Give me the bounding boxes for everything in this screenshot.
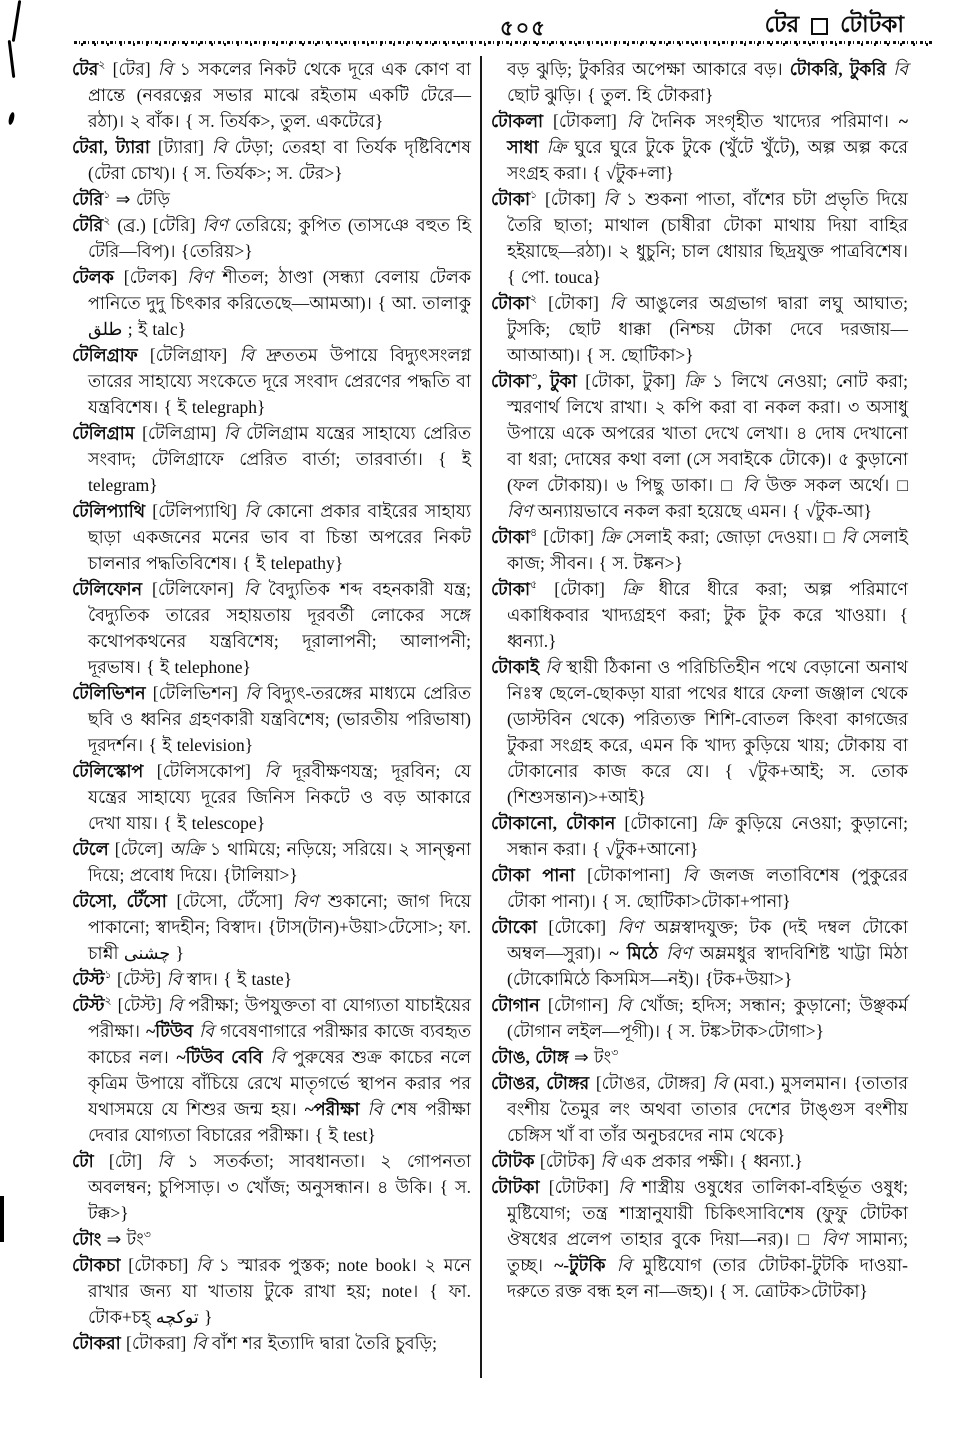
entry-text: ⇒ টং: [568, 1047, 612, 1067]
pos-label: অক্রি: [169, 839, 204, 859]
headword: টেলক: [72, 267, 114, 287]
entry-text: ⇒ টং: [101, 1229, 144, 1249]
pos-label: ক্রি: [600, 527, 620, 547]
english-etymon: television: [176, 735, 245, 755]
dictionary-entry: [72, 1252, 471, 1330]
header-rule: [74, 41, 934, 46]
entry-text: [টেস্ট]: [111, 995, 168, 1015]
entry-text: (ব্র.) [টেরি]: [110, 215, 203, 235]
entry-text: }: [256, 813, 266, 833]
dictionary-entry: [491, 1070, 908, 1148]
english-etymon: telegram: [88, 475, 150, 495]
entry-text: ১ স্মারক পুস্তক;: [210, 1255, 338, 1275]
pos-label: বি: [270, 1047, 286, 1067]
headword: টোকচা: [72, 1255, 121, 1275]
headword: টোকা: [491, 579, 531, 599]
pos-label: বি: [196, 1255, 211, 1275]
dictionary-entry: [72, 576, 471, 680]
entry-text: [টোঙর, টোঙ্গর]: [589, 1073, 713, 1093]
headword: টোগান: [491, 995, 540, 1015]
dictionary-entry: [491, 810, 908, 862]
headword: টোকো: [491, 917, 538, 937]
english-etymon: telephone: [174, 657, 243, 677]
headword: টোকা: [491, 371, 531, 391]
dictionary-entry: [72, 680, 471, 758]
pos-label: ক্রি: [546, 137, 567, 157]
dictionary-entry: [491, 1044, 908, 1070]
headword: টো: [72, 1151, 94, 1171]
entry-text: [টোকাপানা]: [574, 865, 683, 885]
headword: টেলিফোন: [72, 579, 143, 599]
pos-label: বি: [211, 137, 227, 157]
entry-text: বৈদ্যুতিক শব্দ বহনকারী যন্ত্র; বৈদ্যুতিক তারের সহায়তায় দূরবর্তী লোকের সঙ্গে কথোপকথনের যন্ত্রবিশেষ; দূরালাপনী; আলাপনী; দূরভাষ। { ই: [88, 579, 471, 677]
pos-label: বি: [367, 1099, 383, 1119]
entry-text: ছোট ঝুড়ি। { তুল. হি টোকরা}: [507, 85, 714, 105]
sub-headword: টোকরি, টুকরি: [789, 59, 887, 79]
entry-text: টেলিগ্রাম যন্ত্রের সাহায্যে প্রেরিত সংবাদ; টেলিগ্রাফে প্রেরিত বার্তা; তারবার্তা। { ই: [88, 423, 471, 469]
entry-text: [টেলিগ্রাফ]: [137, 345, 240, 365]
entry-text: [টোকলা]: [543, 111, 627, 131]
entry-text: }: [244, 735, 254, 755]
entry-text: বিদ্যুৎ-তরঙ্গের মাধ্যমে প্রেরিত ছবি ও ধ্বনির গ্রহণকারী যন্ত্রবিশেষ; (ভারতীয় পরিভাষা) দূরদর্শন। { ই: [88, 683, 471, 755]
headword: টোকরা: [72, 1333, 121, 1353]
entry-text: [টেলে]: [108, 839, 170, 859]
guide-words: [765, 6, 904, 45]
entry-text: }: [283, 969, 293, 989]
entry-text: }: [242, 657, 251, 677]
pos-label: বি: [157, 59, 173, 79]
entry-text: [টোকা, টুকা]: [576, 371, 684, 391]
sub-headword: ~টিউব: [146, 1021, 200, 1041]
dictionary-entry: [72, 264, 471, 342]
english-etymon: talc: [152, 319, 178, 339]
pos-label: বি: [626, 111, 642, 131]
pos-label: বিণ: [187, 267, 213, 287]
headword: টোটক: [491, 1151, 535, 1171]
scan-artifact-stroke: [12, 0, 22, 42]
sub-headword: ~ মিঠে: [609, 943, 667, 963]
entry-text: স্থায়ী ঠিকানা ও পরিচিতিহীন পথে বেড়ানো অনাথ নিঃস্ব ছেলে-ছোকড়া যারা পথের ধারে ফেলা জঞ্জাল থেকে (ডাস্টবিন থেকে) পরিত্যক্ত শিশি-বোতল কিংবা কাগজের টুকরা সংগ্রহ করে, এমন কি খাদ্য কুড়িয়ে খায়; টোকায় বা টোকানোর কাজ করে যে। { √টুক+আই; স. তোক (শিশুসন্তান)>+আই}: [507, 657, 908, 807]
entry-text: [টেলিপ্যাথি]: [145, 501, 245, 521]
pos-label: বিণ: [292, 891, 319, 911]
entry-text: }: [177, 319, 187, 339]
entry-text: কুড়িয়ে নেওয়া; কুড়ানো; সন্ধান করা। { √টুক+আনো}: [507, 813, 908, 859]
separator-box-icon: [811, 18, 828, 35]
dictionary-entry: [72, 836, 471, 888]
pos-label: বি: [616, 1255, 632, 1275]
sense-number: ৫: [530, 579, 538, 592]
english-etymon: telepathy: [270, 553, 335, 573]
entry-text: [টোকা]: [537, 527, 601, 547]
entry-text: সেলাই করা; জোড়া দেওয়া। □: [619, 527, 842, 547]
entry-text: [টেলিগ্রাম]: [134, 423, 224, 443]
headword: টেরি: [72, 215, 104, 235]
entry-text: ঘুরে ঘুরে টুকে টুকে (খুঁটে খুঁটে), অল্প অল্প করে সংগ্রহ করা। { √টুক+লা}: [507, 137, 908, 183]
pos-label: বিণ: [666, 943, 692, 963]
english-etymon: touca: [554, 267, 593, 287]
headword: টেলে: [72, 839, 109, 859]
sense-number: ১: [103, 189, 111, 202]
entry-text: ⇒ টেড়ি: [110, 189, 170, 209]
english-etymon: test: [343, 1125, 368, 1145]
dictionary-entry: [491, 576, 908, 654]
entry-text: [টোটক]: [534, 1151, 601, 1171]
pos-label: বি: [742, 475, 758, 495]
sense-number: ২: [103, 215, 111, 228]
entry-text: ধীরে ধীরে করা; অল্প পরিমাণে একাধিকবার খাদ্যগ্রহণ করা; টুক টুক করে খাওয়া। { ধ্বন্যা.}: [507, 579, 908, 651]
sense-number: ১: [104, 969, 112, 982]
pos-label: বি: [243, 579, 259, 599]
guide-word-left: টের: [764, 12, 800, 37]
dictionary-entry: [491, 56, 908, 108]
sub-headword: ~-টুটকি: [554, 1255, 617, 1275]
dictionary-entry: [491, 368, 908, 524]
dictionary-entry: [72, 1226, 471, 1252]
entry-text: সামান্য; তুচ্ছ।: [507, 1229, 909, 1275]
dictionary-entry: [72, 212, 471, 264]
pos-label: ক্রি: [706, 813, 727, 833]
scan-artifact-edge-mark: [0, 1196, 4, 1242]
headword: টোঙ, টোঙ্গ: [491, 1047, 569, 1067]
entry-text: টেড়া; তেরহা বা তির্যক দৃষ্টিবিশেষ (টেরা চোখ)। { স. তির্যক>; স. টের>}: [88, 137, 471, 183]
dictionary-entry: [72, 888, 471, 966]
dictionary-entry: [491, 290, 908, 368]
sense-number: ৪: [530, 527, 538, 540]
headword: টেলিগ্রাম: [72, 423, 135, 443]
sub-headword: ~পরীক্ষা: [304, 1099, 368, 1119]
pos-label: বি: [841, 527, 857, 547]
entry-text: [টোটকা]: [539, 1177, 619, 1197]
pos-label: বি: [264, 761, 280, 781]
entry-text: }: [367, 1125, 376, 1145]
headword: টের: [72, 59, 99, 79]
guide-word-right: টোটকা: [840, 12, 904, 37]
pos-label: বি: [712, 1073, 728, 1093]
entry-text: [টোকানো]: [615, 813, 707, 833]
dictionary-entry: [72, 498, 471, 576]
entry-text: শেষ পরীক্ষা দেবার যোগ্যতা বিচারের পরীক্ষা। { ই: [88, 1099, 471, 1145]
pos-label: বিণ: [821, 1229, 848, 1249]
entry-text: কোনো প্রকার বাইরের সাহায্য ছাড়া একজনের মনের ভাব বা চিন্তা অপরের নিকট চালনার পদ্ধতিবিশেষ। { ই: [88, 501, 471, 573]
dictionary-entry: [491, 524, 908, 576]
sense-number: ২: [104, 995, 112, 1008]
entry-text: শুকানো; জাগ দিয়ে পাকানো; স্বাদহীন; বিস্বাদ। {টাস(টান)+উয়া>টেসো>; ফা. চাশ্নী چشنی }: [88, 891, 471, 963]
entry-text: [টেস্ট]: [111, 969, 167, 989]
entry-text: বাঁশ শর ইত্যাদি দ্বারা তৈরি চুবড়ি;: [206, 1333, 438, 1353]
entry-text: ১ সতর্কতা; সাবধানতা। ২ গোপনতা অবলম্বন; চুপিসাড়। ৩ খোঁজ; অনুসন্ধান। ৪ উকি। { স. টক্ক>}: [88, 1151, 472, 1223]
page-number: ৫০৫: [500, 16, 547, 40]
headword: টেরা, ট্যারা: [72, 137, 150, 157]
sub-headword: ~ সাধা: [507, 111, 908, 157]
dictionary-entry: [72, 992, 471, 1148]
pos-label: বি: [157, 1151, 173, 1171]
entry-text: দ্রুততম উপায়ে বিদ্যুৎসংলগ্ন তারের সাহায্যে সংকেতে দূরে সংবাদ প্রেরণের পদ্ধতি বা যন্ত্রবিশেষ। { ই: [88, 345, 471, 417]
dictionary-entry: [491, 992, 908, 1044]
entry-text: আঙুলের অগ্রভাগ দ্বারা লঘু আঘাত; টুসকি; ছোট ধাক্কা (নিশ্চয় টোকা দেবে দরজায়— আআআ)। { স. ছোটিকা>}: [507, 293, 909, 365]
dictionary-entry: [72, 342, 471, 420]
pos-label: বি: [618, 1177, 633, 1197]
entry-text: ১ সকলের নিকট থেকে দূরে এক কোণ বা প্রান্তে (নবরত্নের সভার মাঝে রইতাম একটি টেরে— রঠা)। ২ বাঁক। { স. তির্যক>, তুল. একটেরে}: [88, 59, 471, 131]
entry-text: }: [592, 267, 601, 287]
sense-number: ২: [98, 59, 106, 72]
entry-text: ১ থামিয়ে; নড়িয়ে; সরিয়ে। ২ সান্ত্বনা দিয়ে; প্রবোধ দিয়ে। {টালিয়া>}: [88, 839, 471, 885]
entry-text: }: [149, 475, 158, 495]
headword: টেস্ট: [72, 969, 105, 989]
sub-headword: ~টিউব বেবি: [176, 1047, 271, 1067]
entry-text: পুরুষের শুক্র কাচের নলে কৃত্রিম উপায়ে বাঁচিয়ে রেখে মাতৃগর্ভে স্থাপন করার পর যথাসময়ে যে শিশুর জন্ম হয়।: [88, 1047, 471, 1119]
english-etymon: telescope: [191, 813, 257, 833]
entry-text: দৈনিক সংগৃহীত খাদ্যের পরিমাণ।: [641, 111, 899, 131]
pos-label: বি: [545, 657, 561, 677]
headword: টেলিগ্রাফ: [72, 345, 138, 365]
pos-label: বি: [166, 969, 182, 989]
headword: টোকানো, টোকান: [491, 813, 616, 833]
sense-number: ৩: [143, 1229, 151, 1242]
entry-text: }: [334, 553, 344, 573]
sense-number: ৩: [611, 1047, 619, 1060]
dictionary-entry: [491, 1174, 908, 1304]
headword: টোং: [72, 1229, 102, 1249]
dictionary-entry: [491, 654, 908, 810]
headword: টেলিপ্যাথি: [72, 501, 146, 521]
headword: টোঙর, টোঙ্গর: [491, 1073, 590, 1093]
entry-text: [টেলক]: [113, 267, 188, 287]
headword: টেলিভিশন: [72, 683, 146, 703]
sense-number: ৩: [530, 371, 538, 384]
english-etymon: note: [381, 1281, 413, 1301]
entry-text: [টের]: [105, 59, 158, 79]
entry-text: [টো]: [93, 1151, 158, 1171]
dictionary-entry: [491, 862, 908, 914]
sense-number: ২: [530, 293, 538, 306]
entry-text: [টেলিসকোপ]: [143, 761, 265, 781]
entry-text: অম্লমধুর স্বাদবিশিষ্ট খাট্টা মিঠা (টোকোমিঠে কিসমিস—নই)। {টক+উয়া>}: [507, 943, 908, 989]
pos-label: বি: [244, 501, 259, 521]
headword: টেরি: [72, 189, 104, 209]
headword: টেসো, টেঁসো: [72, 891, 167, 911]
headword: টোকা: [491, 189, 531, 209]
entry-text: [টেলিভিশন]: [145, 683, 246, 703]
dictionary-entry: [72, 56, 471, 134]
entry-text: ১ শুকনা পাতা, বাঁশের চটা প্রভৃতি দিয়ে তৈরি ছাতা; মাথাল (চাষীরা টোকা মাথায় দিয়া বাহির হইয়াছে—রঠা)। ২ ধুচুনি; চাল ধোয়ার ছিদ্রযুক্ত পাত্রবিশেষ। { পো.: [507, 189, 908, 287]
entry-text: দূরবীক্ষণযন্ত্র; দূরবিন; যে যন্ত্রের সাহায্যে দূরের জিনিস নিকটে ও বড় আকারে দেখা যায়। { ই: [88, 761, 471, 833]
dictionary-entry: [72, 186, 471, 212]
entry-text: [টোকো]: [537, 917, 618, 937]
sense-number: ১: [530, 189, 538, 202]
dictionary-entry: [72, 1330, 471, 1356]
entry-text: বড় ঝুড়ি; টুকরির অপেক্ষা আকারে বড়।: [507, 59, 790, 79]
dictionary-entry: [491, 914, 908, 992]
headword: টেস্ট: [72, 995, 105, 1015]
pos-label: বি: [609, 293, 625, 313]
dictionary-entry: [491, 1148, 908, 1174]
dictionary-entry: [72, 966, 471, 992]
pos-label: ক্রি: [621, 579, 642, 599]
dictionary-entry: [72, 134, 471, 186]
pos-label: বি: [191, 1333, 207, 1353]
entry-text: অন্যায়ভাবে নকল করা হয়েছে এমন। { √টুক-আ}: [532, 501, 872, 521]
scan-artifact-dot: [8, 112, 16, 126]
pos-label: বি: [603, 189, 619, 209]
entry-text: । { ফা. টোক+চহ্ توكچه }: [88, 1281, 471, 1327]
entry-text: তেরিয়ে; কুপিত (তাসঞে বহুত হি টেরি—বিপ)। {তেরিয়>}: [88, 215, 471, 261]
pos-label: বিণ: [617, 917, 643, 937]
english-etymon: telegraph: [191, 397, 258, 417]
headword: টোকা পানা: [491, 865, 575, 885]
scan-artifact-stroke: [8, 40, 16, 78]
entry-text: [টোকরা]: [120, 1333, 192, 1353]
pos-label: বিণ: [202, 215, 228, 235]
entry-text: ১ লিখে নেওয়া; নোট করা; স্মরণার্থ লিখে রাখা। ২ কপি করা বা নকল করা। ৩ অসাধু উপায়ে একে অপরের খাতা দেখে লেখা। ৪ দোষ দেখানো বা ধরা; দোষের কথা বলা (সে সবাইকে টোকে)। ৫ কুড়ানো (ফল টোকায়)। ৬ পিছু ডাকা। □: [507, 371, 908, 495]
entry-text: [টোকা]: [537, 579, 622, 599]
left-column: [72, 56, 471, 1356]
entry-text: অম্লস্বাদযুক্ত; টক (দই দম্বল টোকো অম্বল—সুরা)।: [507, 917, 908, 963]
dictionary-entry: [72, 758, 471, 836]
headword: টেলিস্কোপ: [72, 761, 144, 781]
pos-label: বি: [600, 1151, 616, 1171]
pos-label: বি: [223, 423, 239, 443]
entry-text: [ট্যারা]: [150, 137, 212, 157]
entry-text: উক্ত সকল অর্থে। □: [757, 475, 908, 495]
headword: টোকাই: [491, 657, 540, 677]
entry-text: [টেসো, টেঁসো]: [166, 891, 293, 911]
headword: , টুকা: [537, 371, 577, 391]
pos-label: বি: [616, 995, 632, 1015]
pos-label: বি: [893, 59, 909, 79]
dictionary-entry: [72, 1148, 471, 1226]
dictionary-entry: [491, 108, 908, 186]
entry-text: (মবা.) মুসলমান। {তাতার বংশীয় তৈমুর লং অথবা তাতার দেশের টাঙ্গুস বংশীয় চেঙ্গিস খাঁ বা তাঁর অনুচরদের নাম থেকে}: [507, 1073, 908, 1145]
headword: টোকলা: [491, 111, 544, 131]
headword: টোকা: [491, 527, 531, 547]
entry-text: গবেষণাগারে পরীক্ষার কাজে ব্যবহৃত কাচের নল।: [88, 1021, 471, 1067]
pos-label: বি: [245, 683, 260, 703]
entry-text: [টোকা]: [537, 189, 604, 209]
entry-text: [টোকচা]: [120, 1255, 197, 1275]
dictionary-entry: [72, 420, 471, 498]
headword: টোকা: [491, 293, 531, 313]
entry-text: [টোকা]: [537, 293, 610, 313]
right-column: [491, 56, 908, 1304]
pos-label: ক্রি: [683, 371, 704, 391]
entry-text: পরীক্ষা; উপযুক্ততা বা যোগ্যতা যাচাইয়ের পরীক্ষা।: [88, 995, 471, 1041]
english-etymon: note book: [337, 1255, 411, 1275]
pos-label: বি: [682, 865, 698, 885]
entry-text: [টেলিফোন]: [142, 579, 244, 599]
pos-label: বিণ: [507, 501, 533, 521]
pos-label: বি: [167, 995, 183, 1015]
entry-text: [টোগান]: [539, 995, 617, 1015]
entry-text: খোঁজ; হদিস; সন্ধান; কুড়ানো; উঞ্ছকর্ম (টোগান লইল—পূগী)। { স. টঙ্ক>টাক>টোগা>}: [507, 995, 908, 1041]
entry-text: শাস্ত্রীয় ওষুধের তালিকা-বহির্ভূত ওষুধ; মুষ্টিযোগ; তন্ত্র শাস্ত্রানুযায়ী চিকিৎসাবিশেষ (ফুফু টোটকা ঔষধের প্রলেপ তাহার বুকে দিয়া—নর)। □: [507, 1177, 908, 1249]
entry-text: স্বাদ। { ই: [181, 969, 252, 989]
entry-text: মুষ্টিযোগ (তার টোটকা-টুটকি দাওয়া-দরুতে রক্ত বন্ধ হল না—জহ)। { স. ত্রোটক>টোটকা}: [507, 1255, 909, 1301]
dictionary-entry: [491, 186, 908, 290]
entry-text: }: [257, 397, 266, 417]
entry-text: এক প্রকার পক্ষী। { ধ্বন্যা.}: [615, 1151, 803, 1171]
headword: টোটকা: [491, 1177, 540, 1197]
column-divider: [480, 56, 482, 1378]
entry-text: সেলাই কাজ; সীবন। { স. টঙ্কন>}: [507, 527, 908, 573]
pos-label: বি: [199, 1021, 214, 1041]
entry-text: জলজ লতাবিশেষ (পুকুরের টোকা পানা)। { স. ছোটিকা>টোকা+পানা}: [507, 865, 908, 911]
entry-text: শীতল; ঠাণ্ডা (সন্ধ্যা বেলায় টেলক পানিতে দুদু চিৎকার করিতেছে—আমআ)। { আ. তালাকু طلق ; ই: [88, 267, 472, 339]
entry-text: । ২ মনে রাখার জন্য যা খাতায় টুকে রাখা হয়;: [88, 1255, 471, 1301]
pos-label: বি: [239, 345, 255, 365]
english-etymon: taste: [251, 969, 284, 989]
